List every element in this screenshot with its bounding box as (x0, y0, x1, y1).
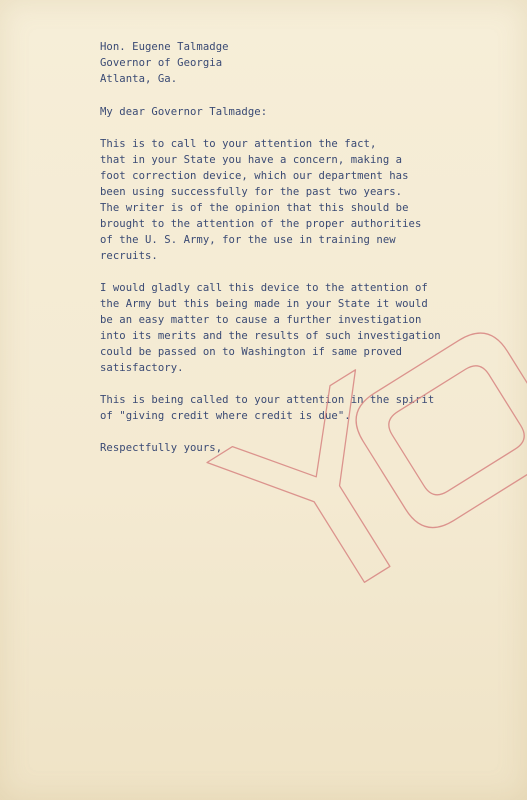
p1-line-4: been using successfully for the past two years. (100, 186, 403, 198)
p1-line-7: of the U. S. Army, for the use in training new (100, 234, 396, 246)
salutation: My dear Governor Talmadge: (100, 106, 268, 118)
p2-line-4: into its merits and the results of such investigation (100, 330, 441, 342)
p1-line-2: that in your State you have a concern, making a (100, 154, 403, 166)
p1-line-6: brought to the attention of the proper authorities (100, 218, 422, 230)
letter-body (0, 0, 441, 454)
p2-line-5: could be passed on to Washington if same proved (100, 346, 403, 358)
p3-line-2: of "giving credit where credit is due". (100, 410, 351, 422)
address-line-3: Atlanta, Ga. (100, 73, 178, 85)
p3-line-1: This is being called to your attention in the spirit (100, 394, 435, 406)
p2-line-6: satisfactory. (100, 362, 184, 374)
p2-line-1: I would gladly call this device to the attention of (100, 282, 428, 294)
p1-line-1: This is to call to your attention the fact, (100, 138, 377, 150)
p1-line-3: foot correction device, which our department has (100, 170, 409, 182)
closing: Respectfully yours, (100, 442, 223, 454)
p1-line-8: recruits. (100, 250, 158, 262)
p2-line-3: be an easy matter to cause a further investigation (100, 314, 422, 326)
address-line-2: Governor of Georgia (100, 57, 223, 69)
address-line-1: Hon. Eugene Talmadge (100, 41, 229, 53)
p1-line-5: The writer is of the opinion that this should be (100, 202, 409, 214)
p2-line-2: the Army but this being made in your State it would (100, 298, 428, 310)
